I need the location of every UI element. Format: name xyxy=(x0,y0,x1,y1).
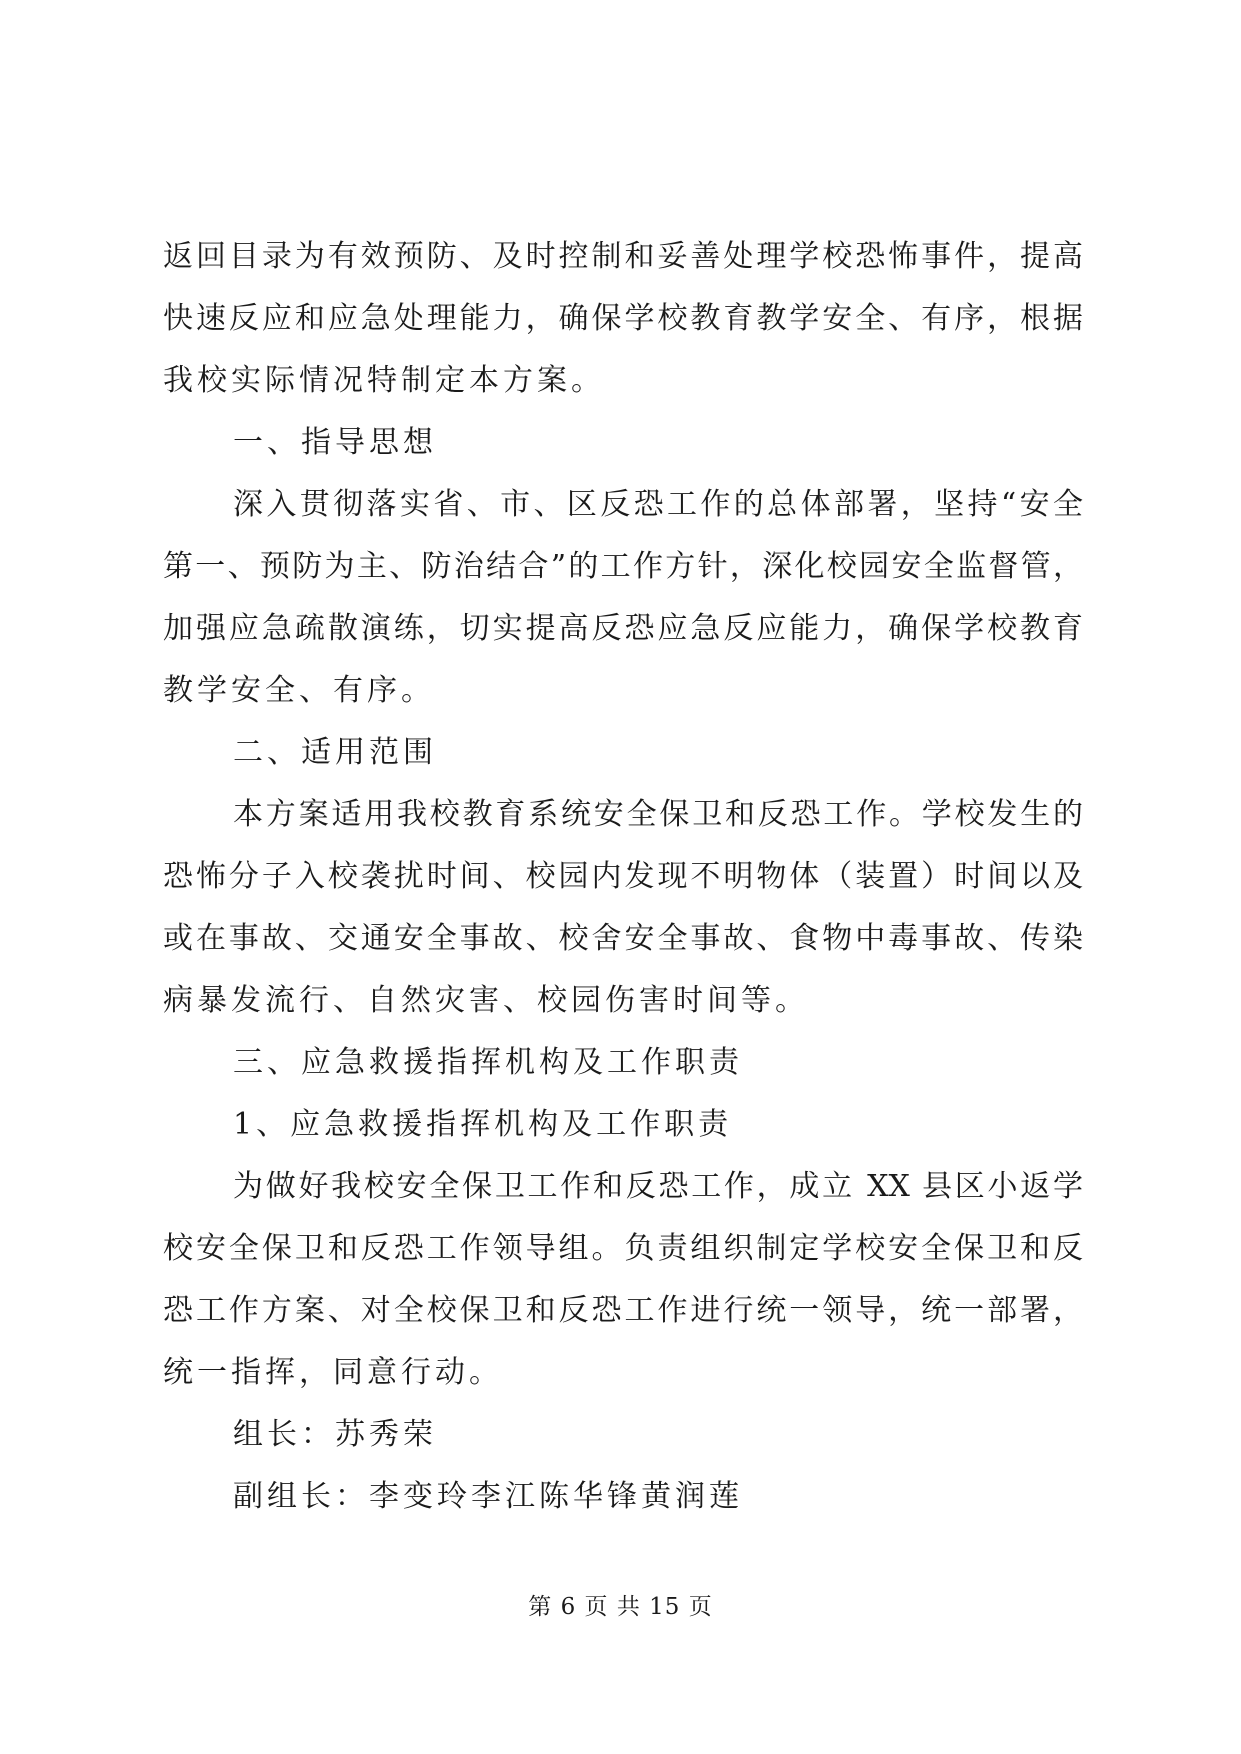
text-line: 本方案适用我校教育系统安全保卫和反恐工作。学校发生的 xyxy=(233,797,1083,832)
page-footer: 第 6 页 共 15 页 xyxy=(528,1594,713,1620)
text-line: 1、应急救援指挥机构及工作职责 xyxy=(233,1107,733,1142)
text-line: 加强应急疏散演练，切实提高反恐应急反应能力，确保学校教育 xyxy=(163,611,1083,646)
document-body xyxy=(163,226,1083,1528)
text-line: 副组长：李变玲李江陈华锋黄润莲 xyxy=(233,1479,743,1514)
text-line: 二、适用范围 xyxy=(233,735,437,770)
text-line: 一、指导思想 xyxy=(233,425,437,460)
text-line: 快速反应和应急处理能力，确保学校教育教学安全、有序，根据 xyxy=(163,301,1083,336)
text-line: 返回目录为有效预防、及时控制和妥善处理学校恐怖事件，提高 xyxy=(163,239,1083,274)
text-line: 我校实际情况特制定本方案。 xyxy=(163,363,605,398)
text-line: 三、应急救援指挥机构及工作职责 xyxy=(233,1045,743,1080)
text-line: 为做好我校安全保卫工作和反恐工作，成立 XX 县区小返学 xyxy=(233,1169,1083,1204)
text-line: 教学安全、有序。 xyxy=(163,673,435,708)
text-line: 组长：苏秀荣 xyxy=(233,1417,437,1452)
text-line: 恐怖分子入校袭扰时间、校园内发现不明物体（装置）时间以及 xyxy=(163,859,1083,894)
text-line: 恐工作方案、对全校保卫和反恐工作进行统一领导，统一部署， xyxy=(163,1293,1083,1328)
text-line: 或在事故、交通安全事故、校舍安全事故、食物中毒事故、传染 xyxy=(163,921,1083,956)
text-line: 深入贯彻落实省、市、区反恐工作的总体部署，坚持“安全 xyxy=(233,487,1083,522)
text-line: 统一指挥，同意行动。 xyxy=(163,1355,503,1390)
text-line: 校安全保卫和反恐工作领导组。负责组织制定学校安全保卫和反 xyxy=(163,1231,1083,1266)
text-line: 第一、预防为主、防治结合”的工作方针，深化校园安全监督管， xyxy=(163,549,1083,584)
text-line: 病暴发流行、自然灾害、校园伤害时间等。 xyxy=(163,983,809,1018)
